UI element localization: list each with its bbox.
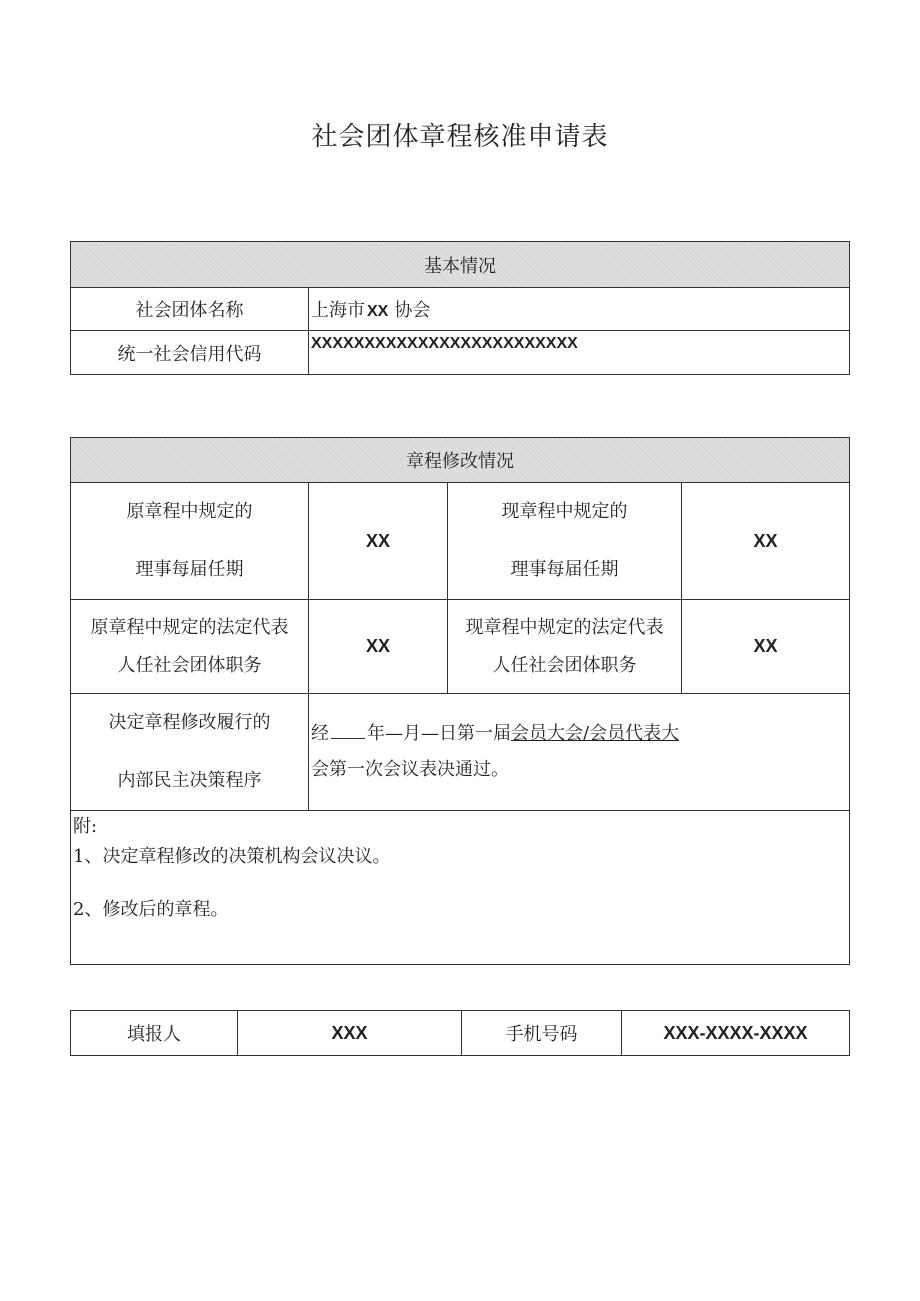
orig-term-line2: 理事每届任期 xyxy=(135,559,244,580)
orig-rep-line1: 原章程中规定的法定代表 xyxy=(90,616,289,638)
org-name-value xyxy=(309,288,850,331)
decision-text xyxy=(309,694,850,811)
filler-label: 填报人 xyxy=(71,1011,238,1056)
basic-info-header: 基本情况 xyxy=(71,242,850,288)
new-term-label xyxy=(448,483,682,600)
new-rep-value: XX xyxy=(682,600,850,694)
phone-label: 手机号码 xyxy=(462,1011,622,1056)
credit-code-label: 统一社会信用代码 xyxy=(71,331,309,375)
org-name-suffix: 协会 xyxy=(394,300,431,321)
filler-info-table xyxy=(70,1010,850,1056)
new-term-line1: 现章程中规定的 xyxy=(501,501,628,522)
attachments-label: 附: xyxy=(73,816,98,837)
decision-text-b: 年—月—日第一届 xyxy=(367,723,511,744)
charter-changes-header: 章程修改情况 xyxy=(71,438,850,483)
orig-rep-label xyxy=(71,600,309,694)
decision-line2: 内部民主决策程序 xyxy=(117,770,262,791)
attachments-cell xyxy=(71,811,850,965)
attachment-item-1: 1、决定章程修改的决策机构会议决议。 xyxy=(73,846,391,867)
attachment-item-2: 2、修改后的章程。 xyxy=(73,899,229,920)
orig-term-line1: 原章程中规定的 xyxy=(126,501,253,522)
orig-rep-line2: 人任社会团体职务 xyxy=(117,654,262,676)
filler-value: XXX xyxy=(238,1011,462,1056)
new-rep-label xyxy=(448,600,682,694)
decision-label xyxy=(71,694,309,811)
decision-line1: 决定章程修改履行的 xyxy=(108,712,271,733)
orig-rep-value: XX xyxy=(309,600,448,694)
new-rep-line1: 现章程中规定的法定代表 xyxy=(465,616,664,638)
page-title: 社会团体章程核准申请表 xyxy=(311,122,609,152)
org-name-prefix: 上海市 xyxy=(311,300,365,321)
basic-info-table xyxy=(70,241,850,375)
decision-text-d: 会第一次会议表决通过。 xyxy=(311,759,509,780)
phone-value: XXX-XXXX-XXXX xyxy=(622,1011,850,1056)
org-name-label: 社会团体名称 xyxy=(71,288,309,331)
credit-code-value xyxy=(309,331,850,375)
org-name-xx: XX xyxy=(367,303,389,320)
decision-text-c: 会员大会/会员代表大 xyxy=(511,723,680,744)
new-term-value: XX xyxy=(682,483,850,600)
year-blank xyxy=(331,724,365,739)
new-term-line2: 理事每届任期 xyxy=(510,559,619,580)
charter-changes-table xyxy=(70,437,850,965)
new-rep-line2: 人任社会团体职务 xyxy=(492,654,637,676)
decision-text-a: 经 xyxy=(311,723,329,744)
orig-term-value: XX xyxy=(309,483,448,600)
credit-code-text: XXXXXXXXXXXXXXXXXXXXXXXXX xyxy=(311,335,578,352)
orig-term-label xyxy=(71,483,309,600)
